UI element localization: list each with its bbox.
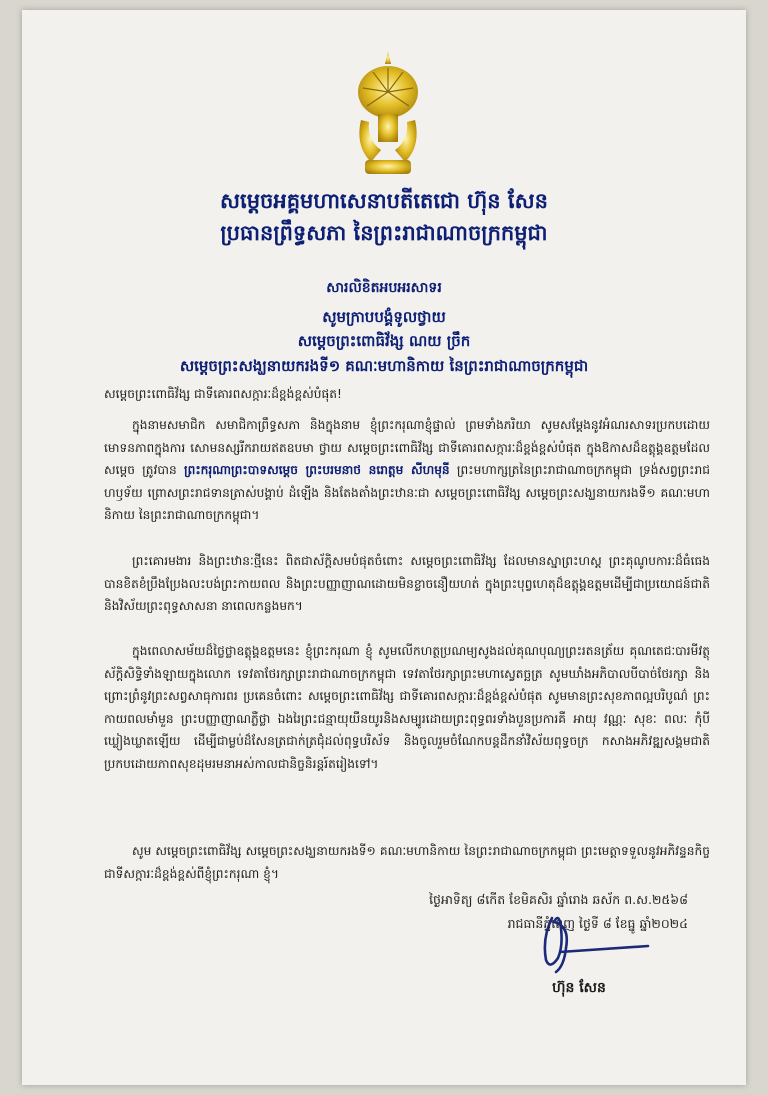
sender-name: សម្តេចអគ្គមហាសេនាបតីតេជោ ហ៊ុន សែន <box>220 189 548 213</box>
king-title: ព្រះករុណាព្រះបាទសម្តេច ព្រះបរមនាថ នរោត្តម សីហមុនី <box>183 463 450 477</box>
senate-emblem-logo <box>351 50 425 182</box>
paragraph-1-rest: ព្រះមហាក្សត្រនៃព្រះរាជាណាចក្រកម្ពុជា ទ្រង់សព្វព្រះរាជហឫទ័យ ព្រោសព្រះរាជទានត្រាស់បង្គាប់ ដំឡើង និងតែងតាំងព្រះឋានៈជា សម្តេចព្រះពោធិវ័ង្ស សម្តេចព្រះសង្ឃនាយករងទី១ គណៈមហានិកាយ នៃព្រះរាជាណាចក្រកម្ពុជា។ <box>104 463 710 522</box>
recipient-name: សម្តេចព្រះពោធិវ័ង្ស ណយ ច្រឹក <box>297 332 471 350</box>
sender-position: ប្រធានព្រឹទ្ធសភា នៃព្រះរាជាណាចក្រកម្ពុជា <box>220 221 548 245</box>
paragraph-1 <box>104 414 710 527</box>
greeting: សម្តេចព្រះពោធិវ័ង្ស ជាទីគោរពសក្ការៈដ៏ខ្ពង់ខ្ពស់បំផុត! <box>104 387 342 401</box>
salutation-line-1: សូមក្រាបបង្គំទូលថ្វាយ <box>322 308 446 326</box>
paragraph-4: សូម សម្តេចព្រះពោធិវ័ង្ស សម្តេចព្រះសង្ឃនាយករងទី១ គណៈមហានិកាយ នៃព្រះរាជាណាចក្រកម្ពុជា ព្រះមេត្តាទទួលនូវអភិវន្ទនកិច្ចជាទីសក្ការៈដ៏ខ្ពង់ខ្ពស់ពីខ្ញុំព្រះករុណា ខ្ញុំ។ <box>104 844 710 881</box>
letter-subject: សារលិខិតអបអរសាទរ <box>326 280 442 296</box>
lunar-date: ថ្ងៃអាទិត្យ ៨កើត ខែមិគសិរ ឆ្នាំរោង ឆស័ក ព.ស.២៥៦៨ <box>429 892 688 907</box>
recipient-title: សម្តេចព្រះសង្ឃនាយករងទី១ គណៈមហានិកាយ នៃព្រះរាជាណាចក្រកម្ពុជា <box>179 357 589 375</box>
paragraph-3: ក្នុងពេលាសម័យដ៏ថ្លៃថ្លាឧត្តុង្គឧត្តមនេះ ខ្ញុំព្រះករុណា ខ្ញុំ សូមលើកហត្ថប្រណម្យសូងដល់គុណបុណ្យព្រះរតនត្រ័យ គុណតេជៈបារមីវត្ថុស័ក្តិសិទ្ធិទាំងឡាយក្នុងលោក ទេវតាថែរក្សាព្រះរាជាណាចក្រកម្ពុជា ទេវតាថែរក្សាព្រះមហាស្វេតច្ឆត្រ សូមឃាំងអភិបាលបីបាច់ថែរក្សា និងព្រោះព្រំនូវព្រះសព្វសាធុការពរ ប្រគេនចំពោះ សម្តេចព្រះពោធិវ័ង្ស ជាទីគោរពសក្ការៈដ៏ខ្ពង់ខ្ពស់បំផុត សូមមានព្រះសុខភាពល្អបរិបូណ៌ ព្រះកាយពលមាំមួន ព្រះបញ្ញាញាណភ្លឺថ្លា ឯងរៃព្រះជន្មាយុយឺនយូរនិងសម្បូរដោយព្រះពុទ្ធពរទាំងបួនប្រការគឺ អាយុ វណ្ណៈ សុខៈ ពលៈ កុំបីឃ្លៀងឃ្លាតឡើយ ដើម្បីជាម្លប់ដ៏សែនត្រជាក់ត្រជុំដល់ពុទ្ធបរិស័ទ និងចូលរួមចំណែកបន្តដឹកនាំវិស័យពុទ្ធចក្រ កសាងអភិវឌ្ឍសង្គមជាតិ ប្រកបដោយភាពសុខដុមរមនាអស់កាលជានិច្ចនិរន្តរ៍តរៀងទៅ។ <box>104 644 710 771</box>
paragraph-2: ព្រះគោរមងារ និងព្រះឋានៈថ្មីនេះ ពិតជាស័ក្តិសមបំផុតចំពោះ សម្តេចព្រះពោធិវ័ង្ស ដែលមានស្នាព្រះហស្ត ព្រះគុណូបការៈដ៏ធំធេង បានខិតខំប្រឹងប្រែងលះបង់ព្រះកាយពល និងព្រះបញ្ញាញាណដោយមិនខ្លាចនឿយហត់ ក្នុងព្រះបុព្វហេតុដ៏ឧត្តុង្គឧត្តមដើម្បីជាប្រយោជន៍ជាតិ និងវិស័យព្រះពុទ្ធសាសនា នាពេលកន្លងមក។ <box>104 554 710 613</box>
solar-date: រាជធានីភ្នំពេញ ថ្ងៃទី ៨ ខែធ្នូ ឆ្នាំ២០២៤ <box>507 916 688 931</box>
signatory-name: ហ៊ុន សែន <box>552 980 606 996</box>
letter-page <box>22 10 746 1085</box>
paragraph-1-intro: ក្នុងនាមសមាជិក សមាជិកាព្រឹទ្ធសភា និងក្នុងនាម ខ្ញុំព្រះករុណាខ្ញុំផ្ទាល់ ព្រមទាំងភរិយា សូមសម្តែងនូវអំណរសាទរប្រកបដោយមោទនភាពក្នុងការ សោមនស្សរីករាយឥតឧបមា ថ្វាយ សម្តេចព្រះពោធិវ័ង្ស ជាទីគោរពសក្ការៈដ៏ខ្ពង់ខ្ពស់បំផុត ក្នុងឱកាសដ៏ឧត្តុង្គឧត្តមដែល សម្តេច ត្រូវបាន <box>104 418 710 477</box>
handwritten-signature <box>530 908 660 978</box>
